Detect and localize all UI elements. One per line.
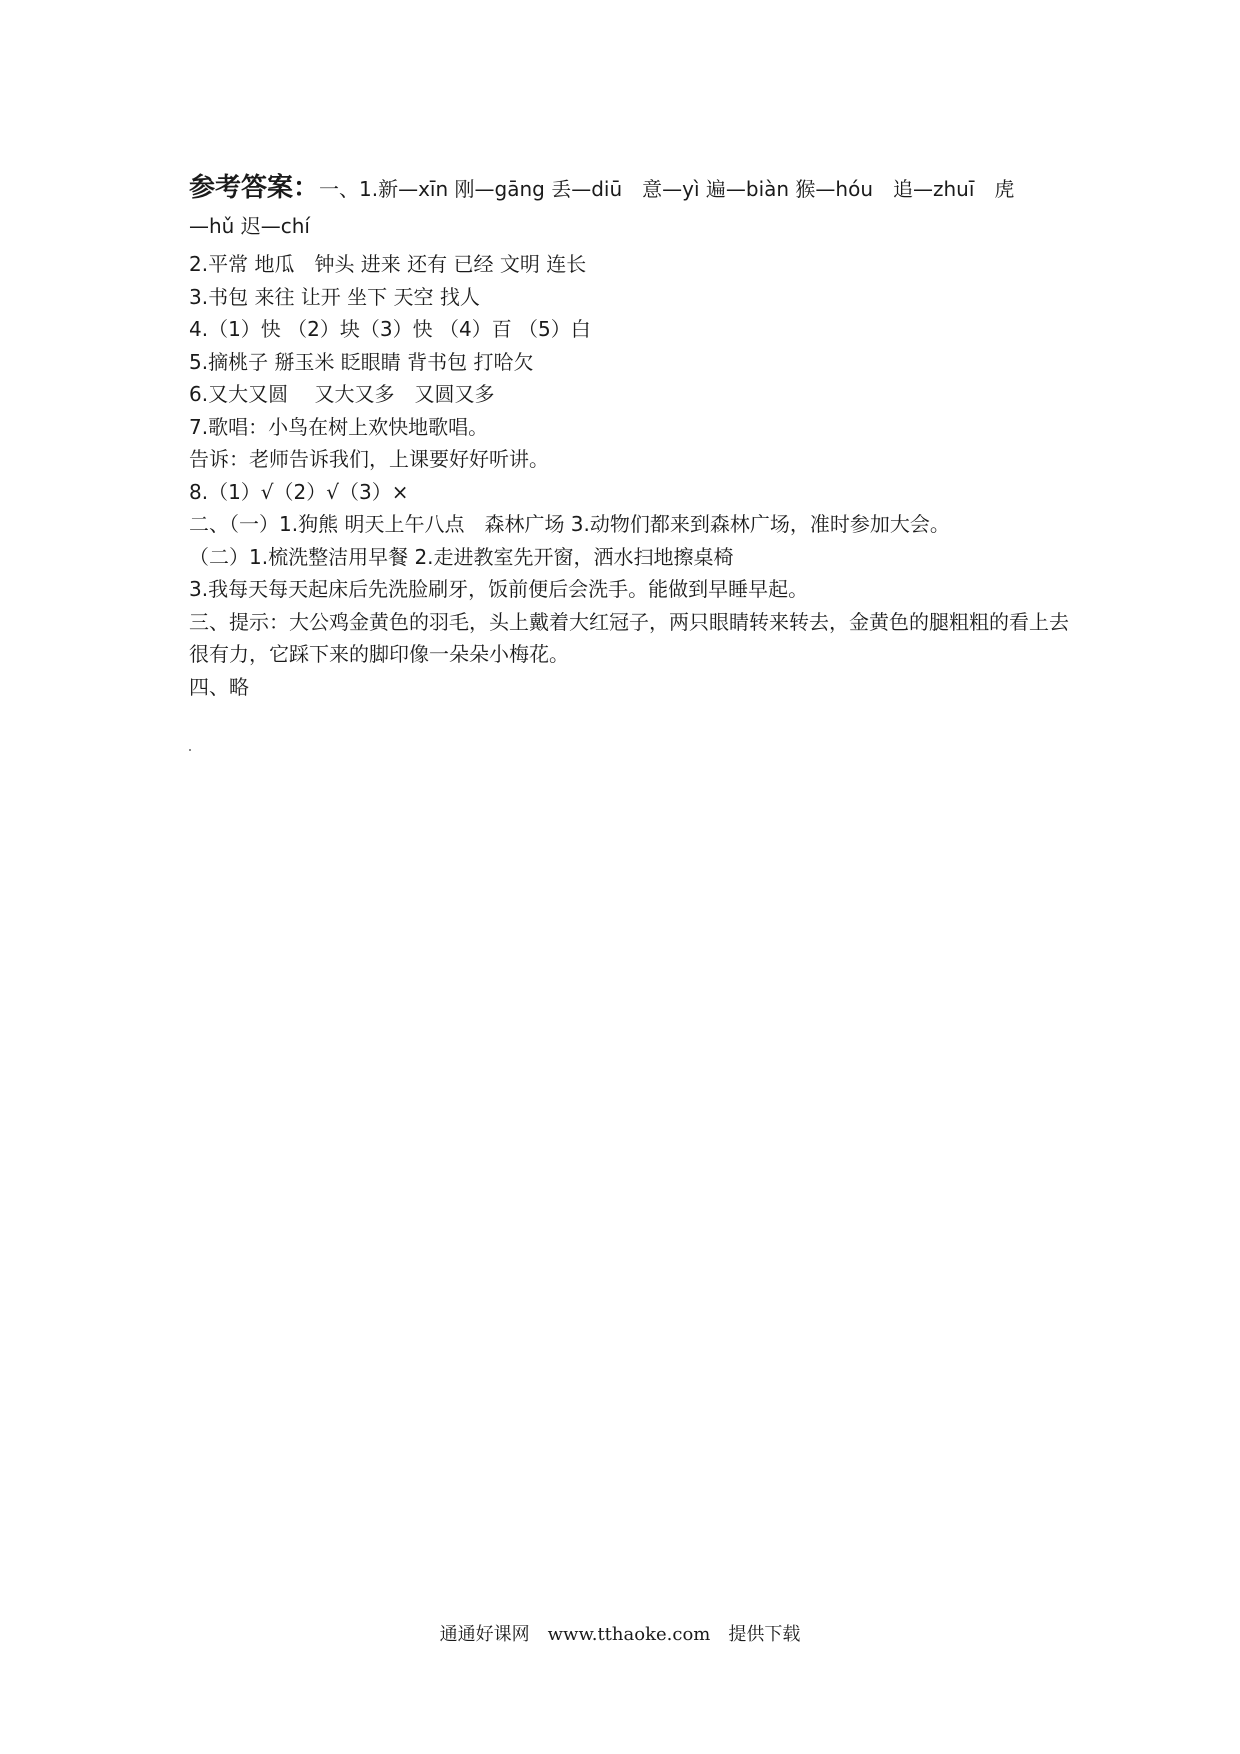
answer-section-1-pinyin: 一、1.新—xīn 刚—gāng 丢—diū 意—yì 遍—biàn 猴—hóu 追—zhuī 虎 <box>319 177 1015 201</box>
answer-heading: 参考答案： <box>189 173 320 203</box>
stray-mark <box>189 749 191 751</box>
answer-key <box>189 168 1069 703</box>
answer-line-5: 5.摘桃子 掰玉米 眨眼睛 背书包 打哈欠 <box>189 349 534 374</box>
answer-line-3: 3.书包 来往 让开 坐下 天空 找人 <box>189 284 480 309</box>
answer-line-4: 4.（1）快 （2）块（3）快 （4）百 （5）白 <box>189 317 591 341</box>
answer-line-7b: 告诉：老师告诉我们，上课要好好听讲。 <box>189 447 549 471</box>
answer-section-2-part-3: 3.我每天每天起床后先洗脸刷牙，饭前便后会洗手。能做到早睡早起。 <box>189 577 809 601</box>
answer-section-4: 四、略 <box>189 674 249 699</box>
answer-line-6: 6.又大又圆 又大又多 又圆又多 <box>189 382 495 406</box>
page-footer: 通通好课网 www.tthaoke.com 提供下载 <box>439 1624 801 1645</box>
answer-line-8: 8.（1）√（2）√（3）× <box>189 479 409 504</box>
answer-section-2-part-2: （二）1.梳洗整洁用早餐 2.走进教室先开窗，洒水扫地擦桌椅 <box>189 544 734 569</box>
answer-line-1-continued: —hǔ 迟—chí <box>189 214 310 238</box>
answer-line-1 <box>189 168 1069 208</box>
answer-line-7: 7.歌唱：小鸟在树上欢快地歌唱。 <box>189 414 489 439</box>
answer-section-2-part-1: 二、（一）1.狗熊 明天上午八点 森林广场 3.动物们都来到森林广场，准时参加大会。 <box>189 512 950 536</box>
answer-line-2: 2.平常 地瓜 钟头 进来 还有 已经 文明 连长 <box>189 252 587 276</box>
answer-section-3: 三、提示：大公鸡金黄色的羽毛，头上戴着大红冠子，两只眼睛转来转去，金黄色的腿粗粗的看上去很有力，它踩下来的脚印像一朵朵小梅花。 <box>189 609 1069 666</box>
